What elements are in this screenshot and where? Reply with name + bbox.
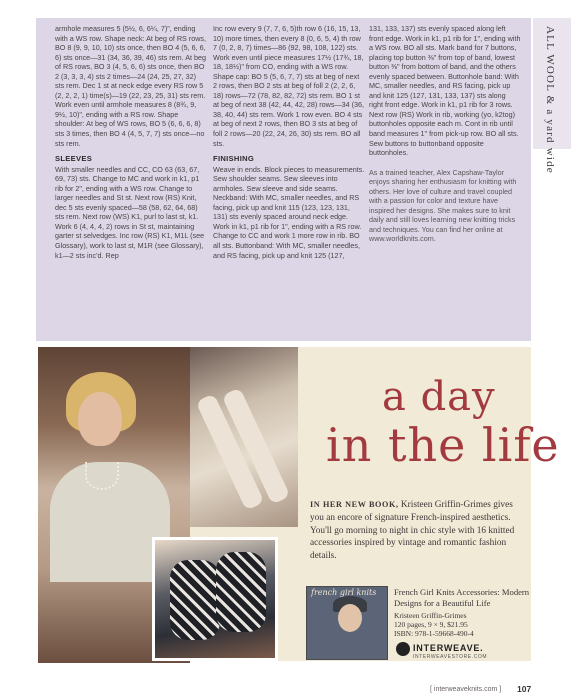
pattern-column-1 <box>55 24 207 260</box>
ad-blurb-text: Kristeen Griffin-Grimes gives you an encore of signature French-inspired aesthetics. You'll go morning to night in chic style with 16 knitted accessories inspired by vintage and romantic fashion details. <box>310 500 515 562</box>
section-heading-sleeves: SLEEVES <box>55 154 93 164</box>
book-pages-price: 120 pages, 9 × 9, $21.95 <box>394 620 468 630</box>
ad-headline-line-1: a day <box>382 374 496 420</box>
publisher-url: INTERWEAVESTORE.COM <box>413 654 488 660</box>
ad-blurb <box>310 499 528 563</box>
fingerless-mitt <box>216 552 266 632</box>
publisher-logo-icon <box>396 642 410 656</box>
section-tab-label: ALL WOOL & a yard wide <box>544 26 556 174</box>
ad-headline-line-2: in the life <box>326 418 560 472</box>
pattern-text: Inc row every 9 (7, 7, 6, 5)th row 6 (16, 15, 13, 10) more times, then every 8 (0, 6, 5, 4) th row 7 (0, 2, 8, 7) times—86 (92, 98, 108, 122) sts. Work even until piece measures 17½ (17¾, 18, 18, 18½)" from CO, ending with a WS row. Shape cap: BO 5 (5, 6, 7, 7) sts at beg of next 2 rows, then BO 2 sts at beg of foll 2 (2, 2, 6, 18) rows—72 (78, 82, 82, 72) sts rem. BO 1 st at beg of next 38 (42, 44, 42, 28) rows—34 (36, 38, 40, 44) sts rem. Work 1 row even. BO 4 sts at beg of next 2 rows, then BO 3 sts at beg of foll 2 rows—20 (22, 24, 26, 30) sts rem. BO all sts. <box>213 24 365 148</box>
book-isbn: ISBN: 978-1-59668-490-4 <box>394 629 474 639</box>
pearl-necklace <box>85 462 119 490</box>
publisher-name: INTERWEAVE. <box>413 643 484 653</box>
section-heading-finishing: FINISHING <box>213 154 255 164</box>
footer-url: [ interweaveknits.com ] <box>430 686 502 693</box>
designer-bio: As a trained teacher, Alex Capshaw-Taylor enjoys sharing her enthusiasm for knitting with others. Her love of culture and travel coupled with a passion for color and texture have inspired her designs. She makes sure to knit daily and still loves learning new knitting tricks and techniques. You can find her online at www.worldknits.com. <box>369 167 517 244</box>
page-number: 107 <box>517 684 532 694</box>
pattern-text: With smaller needles and CC, CO 63 (63, 67, 69, 73) sts. Change to MC and work in k1, p1 rib for 2", ending with a WS row. Change to larger needles and St st. Next row (RS) Knit, dec 5 sts evenly spaced—58 (58, 62, 64, 68) sts rem. Next row (WS) K1, purl to last st, k1. Work 6 (4, 4, 4, 2) rows in St st, maintaining garter st selvedges. Inc row (RS) K1, M1L (see Glossary), work to last st, M1R (see Glossary), k1—2 sts inc'd. Rep <box>55 164 205 260</box>
model-face <box>78 392 122 446</box>
pattern-text: Weave in ends. Block pieces to measurements. Sew shoulder seams. Sew sleeves into armholes. Sew sleeve and side seams. Neckband: With MC, smaller needles, and RS facing, pick up and knit 115 (123, 123, 131, 131) sts evenly spaced around neck edge. Work in k1, p1 rib for 1", ending with a RS row. Change to CC and work 1 more row in rib. BO all sts. Buttonband: With MC, smaller needles, and RS facing, pick up and knit 125 (127, <box>213 164 365 260</box>
pattern-column-2 <box>213 24 365 260</box>
book-details <box>394 587 534 639</box>
fingerless-mitt <box>170 560 220 640</box>
pattern-column-3 <box>369 24 521 244</box>
cover-model-face <box>338 604 362 632</box>
ad-blurb-lead: IN HER NEW BOOK, <box>310 500 399 509</box>
book-title: French Girl Knits Accessories: Modern Designs for a Beautiful Life <box>394 587 530 608</box>
pattern-text: 131, 133, 137) sts evenly spaced along left front edge. Work in k1, p1 rib for 1", ending with a WS row. BO all sts. Mark band for 7 buttons, placing top button ⅜" from top of band, lowest button ⅜" from bottom of band, and the others evenly spaced between. Buttonhole band: With MC, smaller needles, and RS facing, pick up and knit 125 (127, 131, 133, 137) sts along right front edge. Work in k1, p1 rib for 3 rows. Next row (RS) Work in rib, working (yo, k2tog) buttonholes opposite each m. Cont in rib until band measures 1" from pick-up row. BO all sts. Sew buttons to buttonband opposite buttonholes. <box>369 24 521 158</box>
book-author: Kristeen Griffin-Grimes <box>394 611 467 620</box>
pattern-text: armhole measures 5 (5½, 6, 6¼, 7)", ending with a WS row. Shape neck: At beg of RS rows, BO 8 (9, 9, 10, 10) sts once, then BO 4 (5, 6, 6, 6) sts once—31 (34, 36, 39, 46) sts rem. At beg of RS rows, BO 3 (4, 5, 6, 6) sts once, then BO 2 (3, 3, 3, 4) sts 2 times—24 (24, 25, 27, 32) sts rem. Dec 1 st at neck edge every RS row 5 (2, 2, 2, 1) time(s)—19 (22, 23, 25, 31) sts rem. Work even until armhole measures 8 (8¾, 9, 9½, 10)", ending with a RS row. Shape shoulder: At beg of WS rows, BO 5 (6, 6, 6, 8) sts 3 times, then BO 4 (4, 5, 7, 7) sts once—no sts rem. <box>55 24 207 148</box>
book-cover-title: french girl knits <box>311 588 377 597</box>
